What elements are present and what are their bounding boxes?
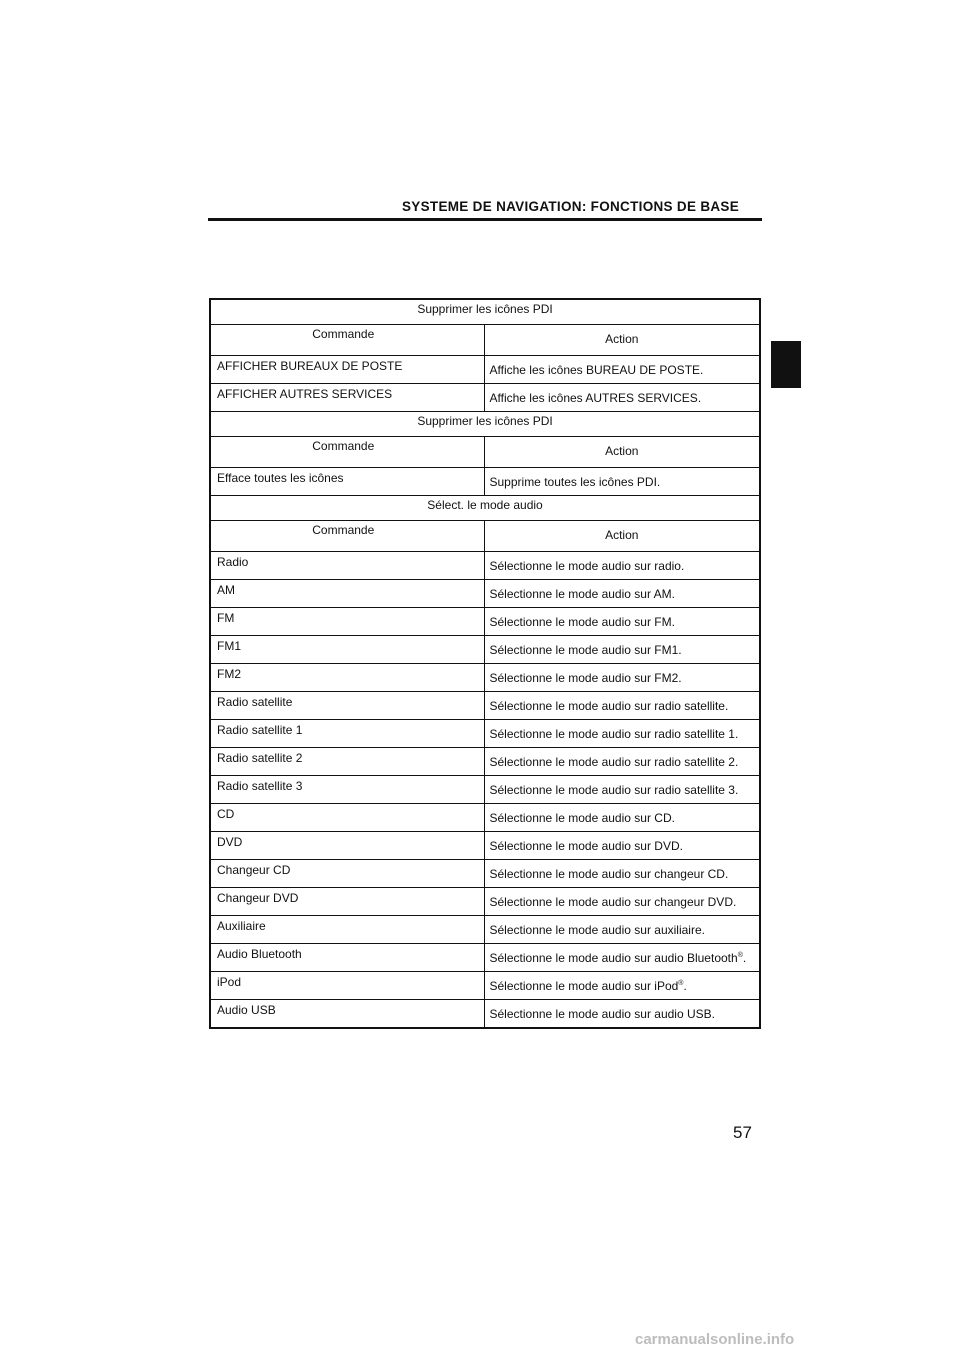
- command-cell: DVD: [210, 832, 484, 860]
- table-row: [210, 1000, 760, 1029]
- table-row: [210, 804, 760, 832]
- table-row: [210, 664, 760, 692]
- action-text: Sélectionne le mode audio sur audio Bluetooth: [489, 951, 738, 965]
- command-cell: Radio satellite 3: [210, 776, 484, 804]
- action-text: Sélectionne le mode audio sur audio USB.: [489, 1007, 715, 1021]
- commands-table: [209, 298, 761, 1029]
- table-row: [210, 776, 760, 804]
- action-cell: [484, 692, 760, 720]
- action-cell: [484, 916, 760, 944]
- table-row: [210, 468, 760, 496]
- action-text: Sélectionne le mode audio sur radio satellite 2.: [489, 755, 739, 769]
- column-header-action: Action: [484, 325, 760, 356]
- command-cell: FM1: [210, 636, 484, 664]
- action-cell: [484, 608, 760, 636]
- action-text: Sélectionne le mode audio sur radio.: [489, 559, 685, 573]
- action-text: Sélectionne le mode audio sur iPod: [489, 979, 679, 993]
- column-header-row: [210, 437, 760, 468]
- table-row: [210, 916, 760, 944]
- header-rule: [208, 218, 762, 221]
- command-cell: Audio Bluetooth: [210, 944, 484, 972]
- table-row: [210, 356, 760, 384]
- table-row: [210, 832, 760, 860]
- action-text: Sélectionne le mode audio sur changeur CD.: [489, 867, 729, 881]
- action-cell: [484, 944, 760, 972]
- action-text-end: .: [683, 979, 687, 993]
- action-cell: [484, 552, 760, 580]
- command-cell: iPod: [210, 972, 484, 1000]
- action-cell: [484, 636, 760, 664]
- command-cell: Changeur DVD: [210, 888, 484, 916]
- section-title-row: [210, 299, 760, 325]
- command-cell: FM2: [210, 664, 484, 692]
- column-header-action: Action: [484, 437, 760, 468]
- action-cell: [484, 356, 760, 384]
- action-text: Sélectionne le mode audio sur auxiliaire.: [489, 923, 705, 937]
- action-text: Sélectionne le mode audio sur changeur DVD.: [489, 895, 737, 909]
- action-text: Sélectionne le mode audio sur FM2.: [489, 671, 682, 685]
- table-row: [210, 888, 760, 916]
- command-cell: AM: [210, 580, 484, 608]
- action-cell: [484, 776, 760, 804]
- chapter-side-tab: [771, 341, 801, 388]
- action-text: Sélectionne le mode audio sur AM.: [489, 587, 675, 601]
- action-text: Sélectionne le mode audio sur FM.: [489, 615, 675, 629]
- table-row: [210, 748, 760, 776]
- table-row: [210, 580, 760, 608]
- command-cell: AFFICHER AUTRES SERVICES: [210, 384, 484, 412]
- table-row: [210, 552, 760, 580]
- section-title-row: [210, 496, 760, 521]
- action-cell: [484, 860, 760, 888]
- action-cell: [484, 804, 760, 832]
- action-text: Supprime toutes les icônes PDI.: [489, 475, 661, 489]
- command-cell: Radio: [210, 552, 484, 580]
- table-row: [210, 384, 760, 412]
- action-text: Sélectionne le mode audio sur DVD.: [489, 839, 683, 853]
- registered-mark: ®: [737, 952, 743, 959]
- command-cell: Radio satellite 2: [210, 748, 484, 776]
- section-title: Supprimer les icônes PDI: [210, 412, 760, 437]
- action-cell: [484, 748, 760, 776]
- table-row: [210, 720, 760, 748]
- action-cell: [484, 832, 760, 860]
- action-cell: [484, 720, 760, 748]
- command-cell: Efface toutes les icônes: [210, 468, 484, 496]
- command-cell: FM: [210, 608, 484, 636]
- action-text: Sélectionne le mode audio sur CD.: [489, 811, 675, 825]
- action-text-end: .: [742, 951, 747, 965]
- action-cell: [484, 1000, 760, 1029]
- watermark-text: carmanualsonline.info: [635, 1331, 795, 1348]
- command-cell: Radio satellite 1: [210, 720, 484, 748]
- command-cell: Auxiliaire: [210, 916, 484, 944]
- action-text: Sélectionne le mode audio sur radio satellite 1.: [489, 727, 739, 741]
- action-text: Affiche les icônes BUREAU DE POSTE.: [489, 363, 704, 377]
- action-cell: [484, 972, 760, 1000]
- column-header-command: Commande: [210, 325, 484, 356]
- column-header-action: Action: [484, 521, 760, 552]
- action-cell: [484, 468, 760, 496]
- table-row: [210, 972, 760, 1000]
- table-row: [210, 636, 760, 664]
- action-text: Sélectionne le mode audio sur FM1.: [489, 643, 682, 657]
- command-cell: CD: [210, 804, 484, 832]
- column-header-row: [210, 325, 760, 356]
- section-title: Sélect. le mode audio: [210, 496, 760, 521]
- action-cell: [484, 384, 760, 412]
- table-row: [210, 608, 760, 636]
- column-header-row: [210, 521, 760, 552]
- page-number: 57: [733, 1123, 752, 1142]
- section-title: Supprimer les icônes PDI: [210, 299, 760, 325]
- registered-mark: ®: [678, 980, 684, 987]
- column-header-command: Commande: [210, 437, 484, 468]
- command-cell: Changeur CD: [210, 860, 484, 888]
- command-cell: AFFICHER BUREAUX DE POSTE: [210, 356, 484, 384]
- page-header-title: SYSTEME DE NAVIGATION: FONCTIONS DE BASE: [402, 199, 740, 214]
- table-row: [210, 944, 760, 972]
- section-title-row: [210, 412, 760, 437]
- command-cell: Radio satellite: [210, 692, 484, 720]
- table-row: [210, 860, 760, 888]
- action-text: Sélectionne le mode audio sur radio satellite 3.: [489, 783, 739, 797]
- action-cell: [484, 888, 760, 916]
- action-text: Affiche les icônes AUTRES SERVICES.: [489, 391, 702, 405]
- action-cell: [484, 580, 760, 608]
- action-text: Sélectionne le mode audio sur radio satellite.: [489, 699, 729, 713]
- command-cell: Audio USB: [210, 1000, 484, 1029]
- table-row: [210, 692, 760, 720]
- column-header-command: Commande: [210, 521, 484, 552]
- action-cell: [484, 664, 760, 692]
